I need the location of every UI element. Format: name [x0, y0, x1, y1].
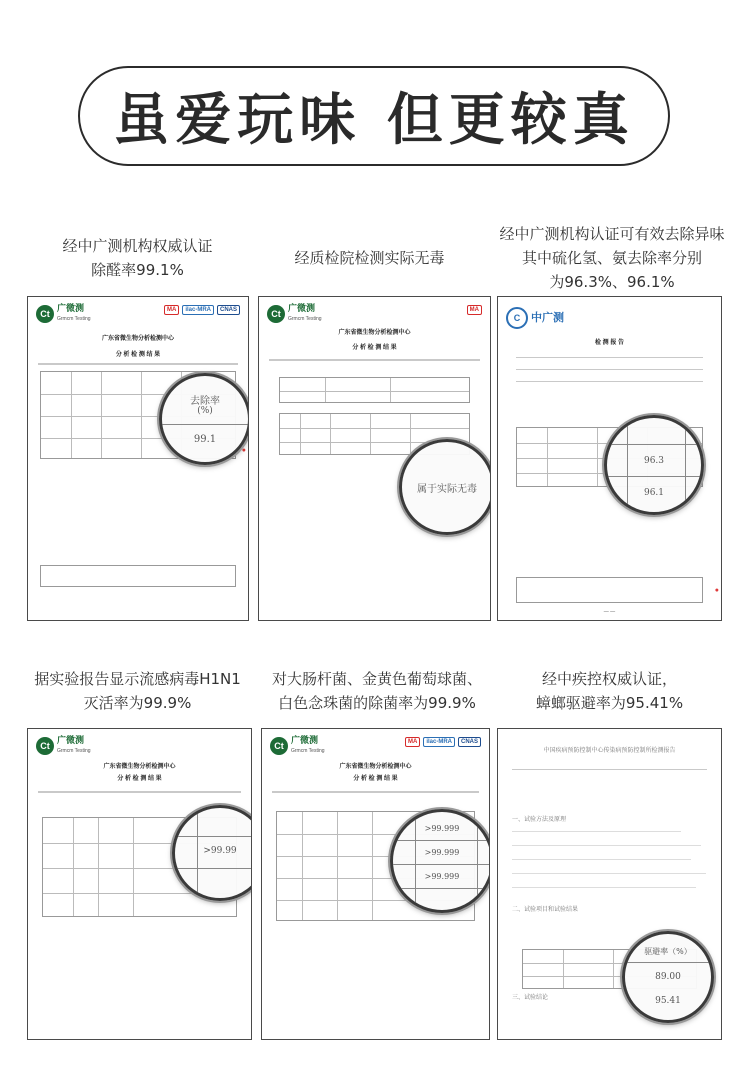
magnifier — [399, 439, 491, 535]
caption-line: 为96.3%、96.1% — [549, 273, 675, 291]
ilac-icon: ilac-MRA — [423, 737, 455, 747]
caption-line: 经中疾控权威认证， — [541, 670, 677, 688]
cnas-icon: CNAS — [217, 305, 240, 315]
magnifier — [604, 415, 704, 515]
section-heading: 三、试验结论 — [512, 995, 549, 1001]
caption-formaldehyde — [30, 234, 245, 282]
mag-value-2: 95.41 — [655, 996, 681, 1006]
section-heading: 一、试验方法及原理 — [512, 817, 567, 823]
report-header: 中国疾病预防控制中心传染病预防控制所检测报告 — [543, 748, 676, 754]
report-title: 分 析 检 测 结 果 — [117, 776, 162, 782]
logo — [36, 304, 91, 324]
caption-odor — [487, 222, 737, 294]
center-name: 广东省微生物分析检测中心 — [339, 764, 412, 770]
report-toxicity — [258, 296, 491, 621]
mag-value: >99.99 — [203, 846, 237, 856]
logo-name: 中广测 — [531, 311, 564, 324]
page-footer: — — — [603, 609, 616, 615]
mag-value: 99.1 — [193, 434, 217, 445]
magnifier — [622, 931, 714, 1023]
logo — [270, 736, 325, 756]
caption-line: 蟑螂驱避率为95.41% — [535, 694, 684, 712]
cert-badges — [405, 737, 481, 747]
magnifier — [390, 809, 490, 913]
center-name: 广东省微生物分析检测中心 — [101, 336, 174, 342]
caption-line: 经中广测机构权威认证 — [62, 237, 213, 255]
report-title: 分 析 检 测 结 果 — [353, 776, 398, 782]
section-heading: 二、试验项目和试验结果 — [512, 907, 579, 913]
mag-value-1: 89.00 — [655, 972, 681, 982]
cma-icon: MA — [405, 737, 420, 747]
caption-cockroach — [497, 667, 722, 715]
logo-name: 广微测 — [57, 303, 85, 313]
report-bacteria — [261, 728, 490, 1040]
logo-sub: Grmcm Testing — [291, 748, 325, 754]
ilac-icon: ilac-MRA — [182, 305, 214, 315]
red-stamp: ● — [714, 587, 719, 594]
logo-icon: Ct — [270, 737, 288, 755]
logo-sub: Grmcm Testing — [288, 316, 322, 322]
cert-badges — [164, 305, 240, 315]
report-formaldehyde — [27, 296, 249, 621]
caption-line: 除醛率99.1% — [91, 261, 184, 279]
caption-line: 据实验报告显示流感病毒H1N1 — [34, 670, 241, 688]
center-name: 广东省微生物分析检测中心 — [338, 330, 411, 336]
mag-value-2: 96.1 — [643, 488, 665, 498]
cert-badges — [467, 305, 482, 315]
caption-line: 灭活率为99.9% — [83, 694, 192, 712]
info-table — [279, 377, 470, 403]
notes-table — [516, 577, 703, 603]
cma-icon: MA — [467, 305, 482, 315]
caption-line: 经中广测机构认证可有效去除异味 — [499, 225, 725, 243]
cma-icon: MA — [164, 305, 179, 315]
magnifier — [159, 373, 249, 465]
mag-value-2: >99.999 — [424, 848, 460, 857]
mag-value-1: 96.3 — [643, 456, 665, 466]
caption-line: 白色念珠菌的除菌率为99.9% — [278, 694, 476, 712]
mag-label: 去除率 — [190, 396, 220, 407]
mag-label: 驱避率（%） — [644, 947, 692, 956]
caption-line: 经质检院检测实际无毒 — [294, 249, 445, 267]
logo-name: 广微测 — [288, 303, 316, 313]
report-title: 分 析 检 测 结 果 — [115, 352, 161, 358]
mag-value-3: >99.999 — [424, 872, 460, 881]
mag-unit: (%) — [197, 406, 213, 416]
banner-title: 虽爱玩味 但更较真 — [113, 88, 635, 153]
logo-icon: Ct — [36, 737, 54, 755]
logo-sub: Grmcm Testing — [57, 316, 91, 322]
report-title: 分 析 检 测 结 果 — [352, 345, 397, 351]
notes-table — [40, 565, 236, 587]
cnas-icon: CNAS — [458, 737, 481, 747]
report-odor — [497, 296, 722, 621]
logo-icon: Ct — [36, 305, 54, 323]
logo — [267, 304, 322, 324]
center-name: 广东省微生物分析检测中心 — [103, 764, 176, 770]
logo — [506, 307, 564, 329]
mag-text: 属于实际无毒 — [417, 484, 477, 495]
logo-name: 广微测 — [291, 735, 319, 745]
logo-name: 广微测 — [57, 735, 85, 745]
report-cockroach — [497, 728, 722, 1040]
caption-nontoxic — [262, 246, 477, 270]
caption-line: 对大肠杆菌、金黄色葡萄球菌、 — [271, 670, 482, 688]
mag-value-1: >99.999 — [424, 824, 460, 833]
report-title: 检 测 报 告 — [594, 340, 624, 346]
logo — [36, 736, 91, 756]
logo-icon: C — [506, 307, 528, 329]
logo-sub: Grmcm Testing — [57, 748, 91, 754]
headline-banner — [78, 66, 670, 166]
red-stamp: ● — [241, 447, 246, 454]
logo-icon: Ct — [267, 305, 285, 323]
caption-line: 其中硫化氢、氨去除率分别 — [521, 249, 702, 267]
caption-influenza — [20, 667, 255, 715]
report-influenza — [27, 728, 252, 1040]
caption-bacteria — [257, 667, 497, 715]
